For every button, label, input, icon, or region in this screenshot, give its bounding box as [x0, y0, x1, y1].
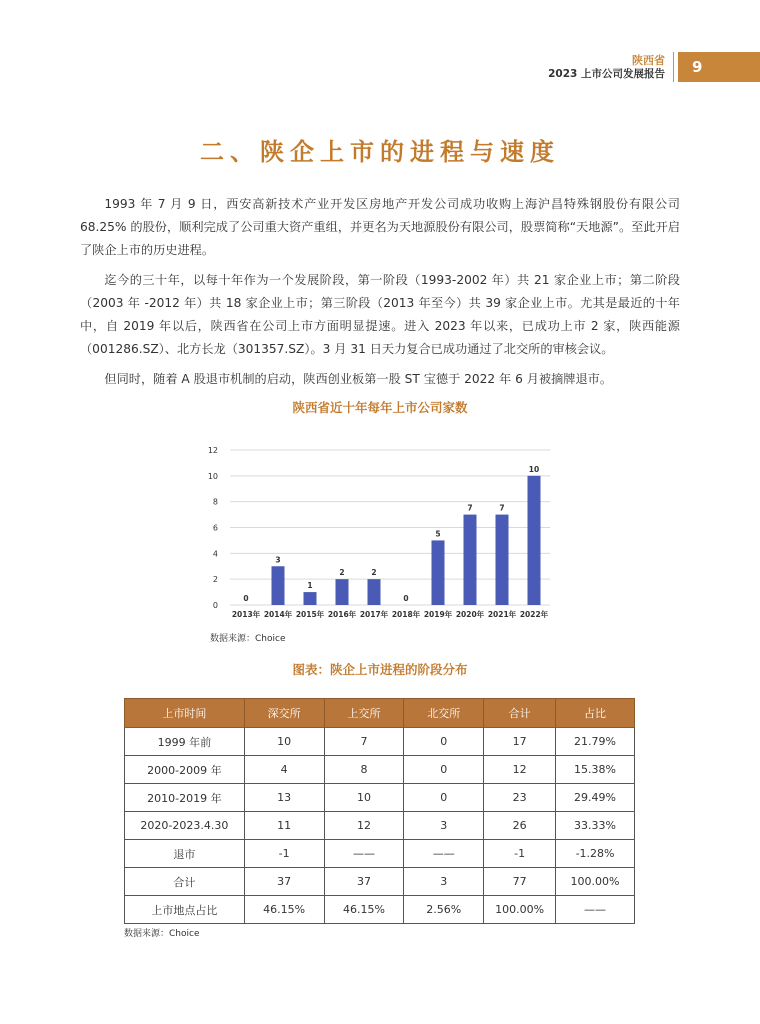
header-report-title: 2023 上市公司发展报告 — [548, 67, 665, 80]
listing-stage-table — [124, 698, 635, 924]
table-cell: 0 — [404, 756, 484, 784]
x-tick-label: 2021年 — [487, 610, 517, 619]
data-label: 0 — [243, 594, 249, 603]
table-header-row — [125, 699, 635, 728]
table-cell: 37 — [324, 868, 404, 896]
table-cell: 7 — [324, 728, 404, 756]
x-tick-label: 2016年 — [327, 610, 357, 619]
chart-caption: 陕西省近十年每年上市公司家数 — [292, 400, 468, 415]
table-cell: 46.15% — [324, 896, 404, 924]
y-tick-label: 6 — [212, 523, 218, 533]
bar — [304, 592, 317, 605]
bar — [272, 566, 285, 605]
table-cell: 3 — [404, 812, 484, 840]
table-cell: 46.15% — [244, 896, 324, 924]
table-row — [125, 868, 635, 896]
header-cell: 上市时间 — [125, 699, 245, 728]
table-cell: 退市 — [125, 840, 245, 868]
x-tick-label: 2019年 — [423, 610, 453, 619]
chart-source: 数据来源：Choice — [210, 634, 286, 644]
table-cell: —— — [404, 840, 484, 868]
section-title: 二、陕企上市的进程与速度 — [200, 138, 560, 166]
table-cell: 13 — [244, 784, 324, 812]
y-tick-label: 0 — [212, 601, 218, 610]
table-cell: 10 — [324, 784, 404, 812]
bar — [368, 579, 381, 605]
table-row — [125, 812, 635, 840]
x-tick-label: 2013年 — [231, 610, 261, 619]
table-cell: 3 — [404, 868, 484, 896]
table-cell: 0 — [404, 728, 484, 756]
table-cell: 上市地点占比 — [125, 896, 245, 924]
data-label: 2 — [371, 568, 377, 578]
data-label: 3 — [275, 555, 281, 565]
x-tick-label: 2018年 — [391, 610, 421, 619]
paragraph-2: 迄今的三十年，以每十年作为一个发展阶段，第一阶段（1993-2002 年）共 21 家企业上市；第二阶段（2003 年 -2012 年）共 18 家企业上市；第三阶段（2013 年至今）共 39 家企业上市。尤其是最近的十年中，自 2019 年以后，陕西省在公司上市方面明显提速。进入 2023 年以来，已成功上市 2 家，陕西能源（001286.SZ）、北方长龙（301357.SZ）。3 月 31 日天力复合已成功通过了北交所的审核会议。 — [80, 273, 680, 356]
table-cell: 33.33% — [556, 812, 635, 840]
table-cell: 26 — [484, 812, 556, 840]
header-cell: 深交所 — [244, 699, 324, 728]
table-row — [125, 784, 635, 812]
table-cell: 2000-2009 年 — [125, 756, 245, 784]
table-row — [125, 840, 635, 868]
table-cell: 12 — [324, 812, 404, 840]
paragraph-1: 1993 年 7 月 9 日，西安高新技术产业开发区房地产开发公司成功收购上海沪昌特殊钢股份有限公司 68.25% 的股份，顺利完成了公司重大资产重组，并更名为天地源股份有限公司，股票简称“天地源”。至此开启了陕企上市的历史进程。 — [80, 197, 680, 257]
header-province: 陕西省 — [632, 53, 665, 67]
table-caption: 图表：陕企上市进程的阶段分布 — [292, 662, 468, 677]
bar — [336, 579, 349, 605]
data-label: 1 — [307, 581, 313, 591]
paragraph-3: 但同时，随着 A 股退市机制的启动，陕西创业板第一股 ST 宝德于 2022 年 6 月被摘牌退市。 — [104, 372, 613, 386]
table-cell: 23 — [484, 784, 556, 812]
bar — [496, 515, 509, 605]
table-cell: 2010-2019 年 — [125, 784, 245, 812]
x-tick-label: 2014年 — [263, 610, 293, 619]
header-cell: 北交所 — [404, 699, 484, 728]
header-cell: 上交所 — [324, 699, 404, 728]
data-label: 5 — [435, 529, 441, 539]
table-cell: 29.49% — [556, 784, 635, 812]
table-cell: 77 — [484, 868, 556, 896]
table-cell: —— — [556, 896, 635, 924]
header-text — [548, 52, 674, 82]
data-label: 0 — [403, 594, 409, 603]
table-cell: 100.00% — [556, 868, 635, 896]
table-cell: 1999 年前 — [125, 728, 245, 756]
page-header — [548, 52, 760, 82]
table-cell: 15.38% — [556, 756, 635, 784]
table-row — [125, 756, 635, 784]
data-label: 7 — [499, 503, 505, 513]
x-tick-label: 2022年 — [519, 610, 549, 619]
data-label: 7 — [467, 503, 473, 513]
x-tick-label: 2020年 — [455, 610, 485, 619]
table-row — [125, 728, 635, 756]
table-row — [125, 896, 635, 924]
table-cell: -1 — [484, 840, 556, 868]
y-tick-label: 4 — [212, 549, 218, 559]
table-cell: 12 — [484, 756, 556, 784]
data-label: 10 — [528, 464, 540, 474]
table-cell: 2020-2023.4.30 — [125, 812, 245, 840]
y-tick-label: 12 — [207, 446, 218, 455]
table-cell: 8 — [324, 756, 404, 784]
table-cell: 17 — [484, 728, 556, 756]
y-tick-label: 8 — [212, 497, 218, 507]
table-cell: -1.28% — [556, 840, 635, 868]
header-cell: 占比 — [556, 699, 635, 728]
table-cell: 4 — [244, 756, 324, 784]
table-cell: 37 — [244, 868, 324, 896]
table-cell: —— — [324, 840, 404, 868]
table-cell: 21.79% — [556, 728, 635, 756]
table-cell: 11 — [244, 812, 324, 840]
table-cell: -1 — [244, 840, 324, 868]
table-cell: 0 — [404, 784, 484, 812]
x-tick-label: 2017年 — [359, 610, 389, 619]
y-tick-label: 10 — [207, 471, 218, 481]
table-cell: 合计 — [125, 868, 245, 896]
table-cell: 10 — [244, 728, 324, 756]
x-tick-label: 2015年 — [295, 610, 325, 619]
y-tick-label: 2 — [212, 575, 218, 585]
header-cell: 合计 — [484, 699, 556, 728]
table-cell: 100.00% — [484, 896, 556, 924]
bar — [528, 476, 541, 605]
data-label: 2 — [339, 568, 345, 578]
bar-chart — [200, 440, 560, 625]
page-number: 9 — [678, 52, 760, 82]
bar — [432, 540, 445, 605]
bar — [464, 515, 477, 605]
table-cell: 2.56% — [404, 896, 484, 924]
table-source: 数据来源：Choice — [124, 929, 200, 939]
